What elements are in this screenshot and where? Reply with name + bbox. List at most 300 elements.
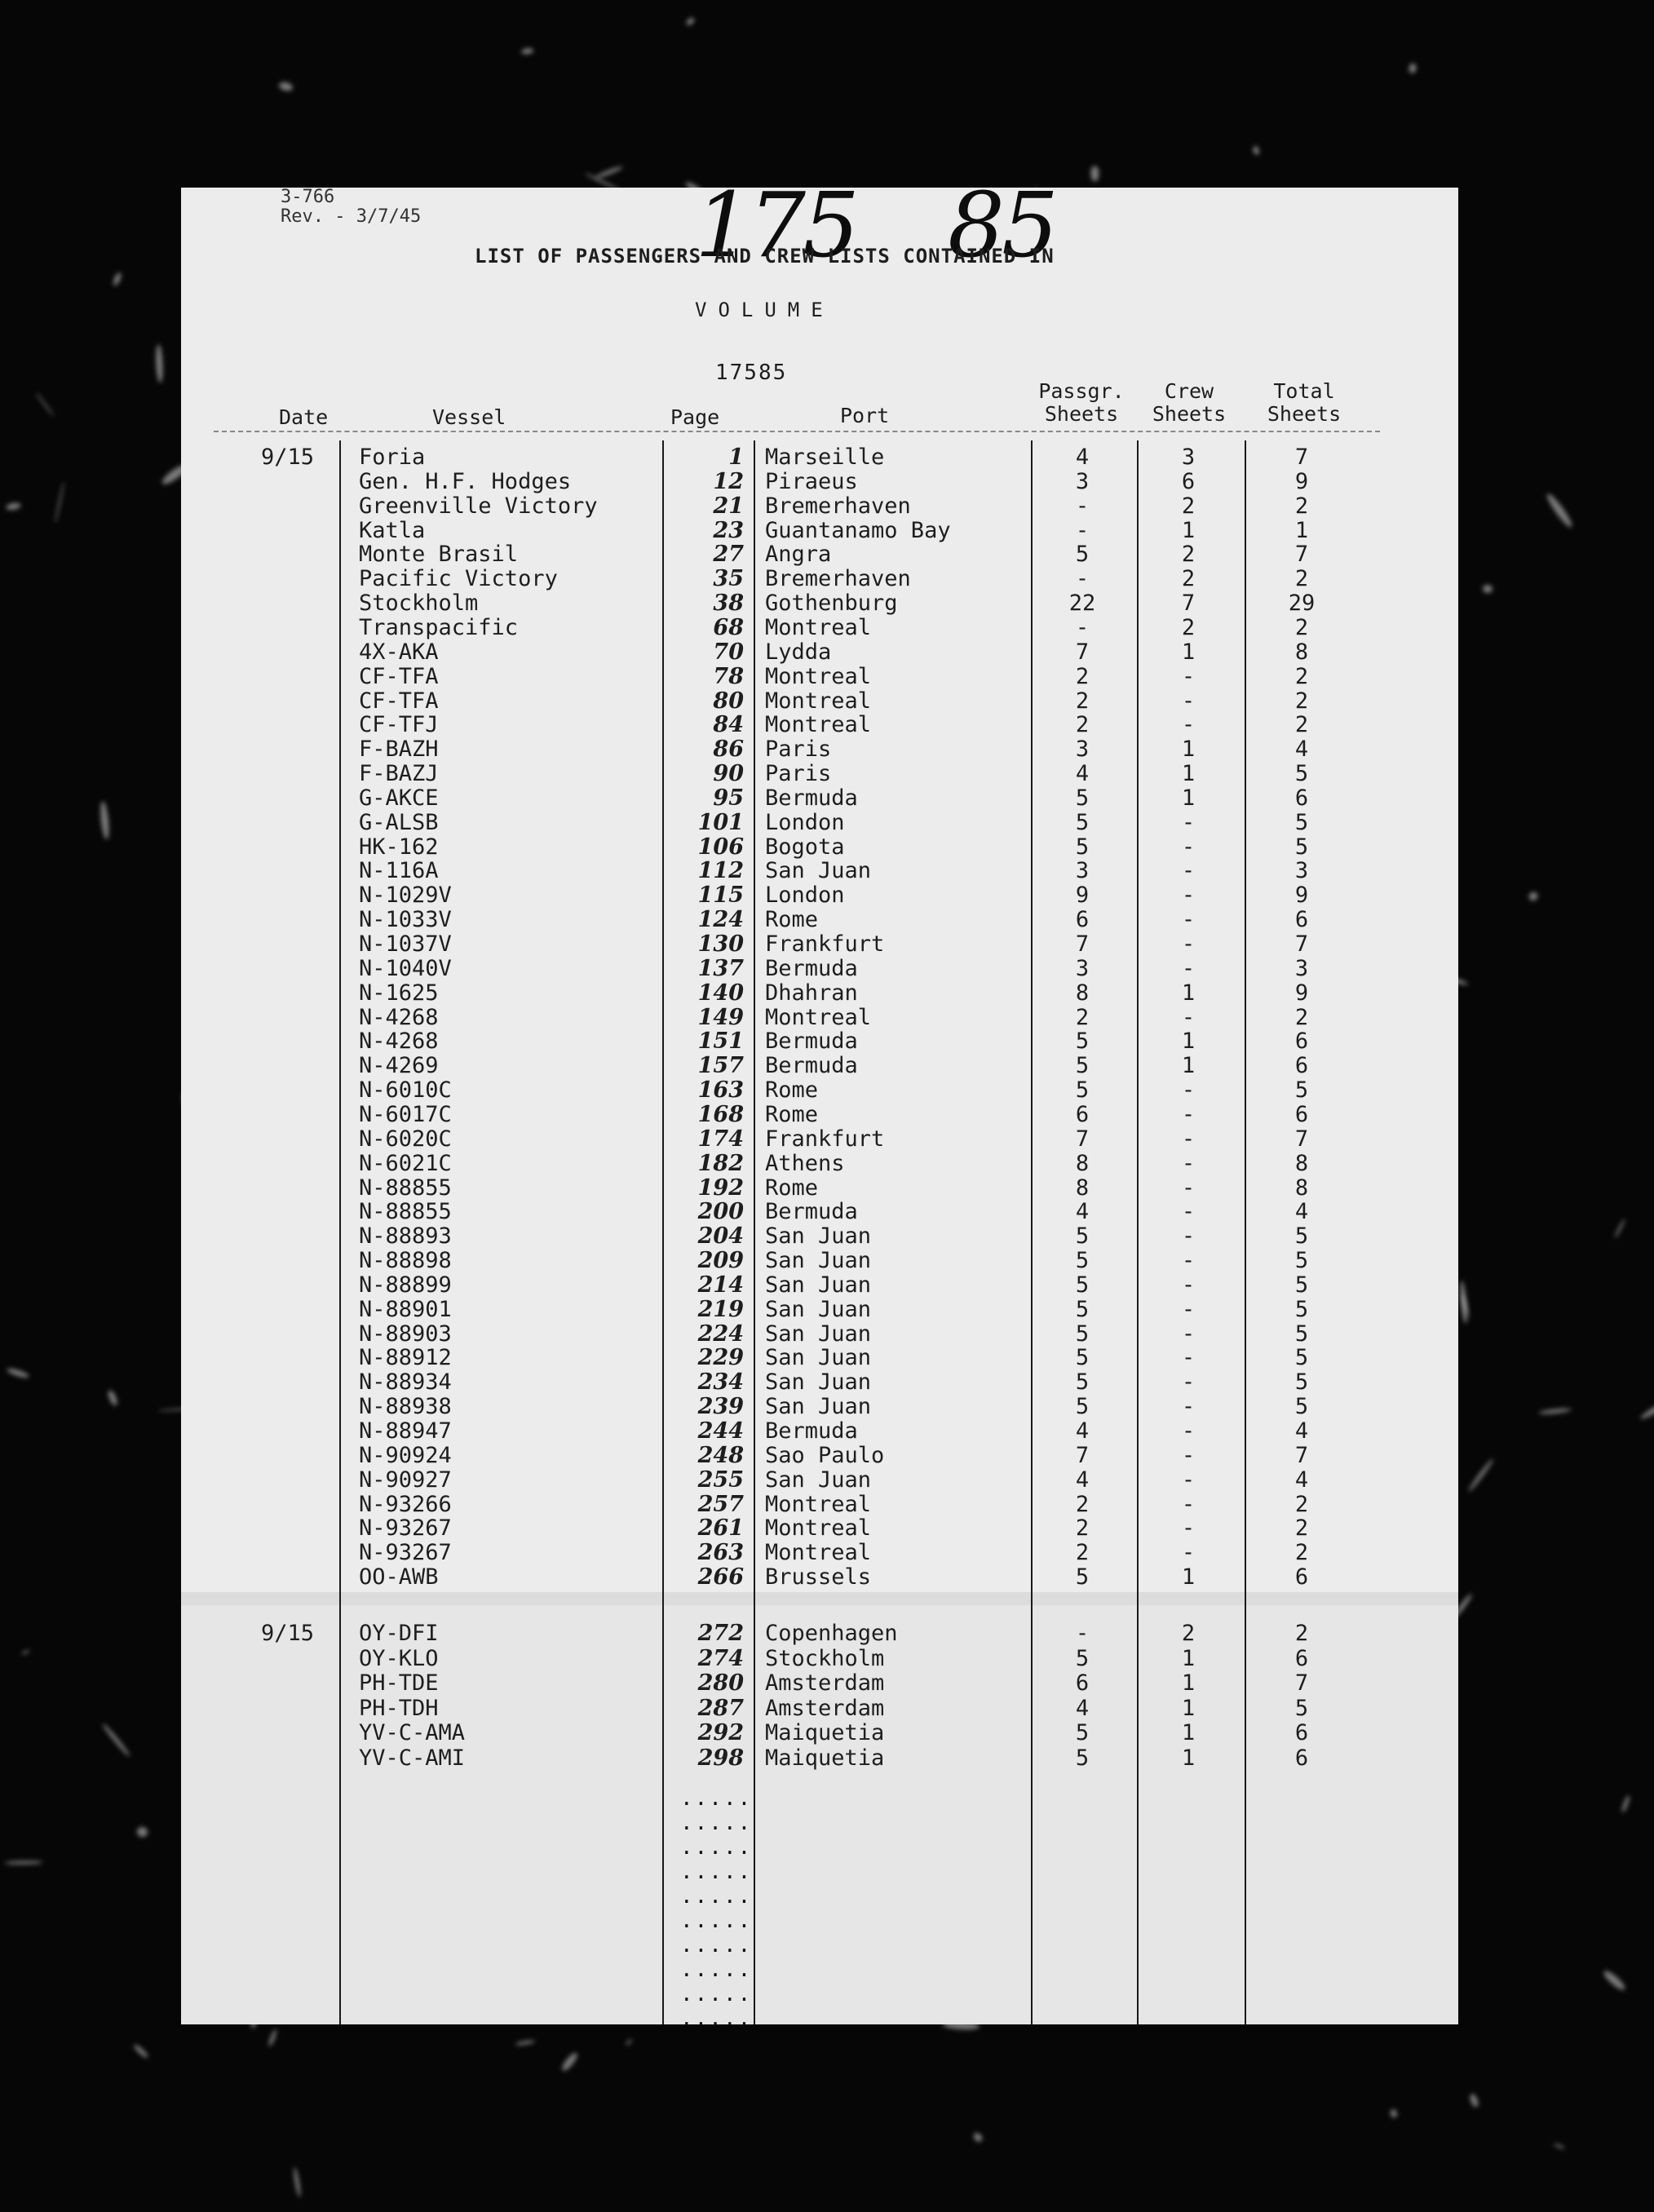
row-passenger-sheets: 2 (1075, 1004, 1090, 1030)
row-vessel: PH-TDE (359, 1670, 439, 1696)
marble-vein (268, 2028, 278, 2047)
row-total-sheets: 5 (1294, 809, 1309, 835)
header-date: Date (279, 405, 329, 429)
header-passenger-sheets-line1: Passgr. (1038, 379, 1125, 403)
row-crew-sheets: - (1181, 1101, 1196, 1127)
document-title: LIST OF PASSENGERS AND CREW LISTS CONTAINED IN (475, 245, 1055, 268)
row-passenger-sheets: - (1075, 517, 1090, 543)
table-row (181, 713, 1458, 737)
row-passenger-sheets: 8 (1075, 1150, 1090, 1176)
row-total-sheets: 2 (1294, 688, 1309, 714)
row-crew-sheets: - (1181, 688, 1196, 714)
row-total-sheets: 2 (1294, 1004, 1309, 1030)
sheet-overlap-band (181, 1592, 1458, 1605)
row-vessel: CF-TFA (359, 688, 439, 714)
row-port: London (765, 883, 845, 909)
row-vessel: F-BAZH (359, 737, 439, 763)
header-crew-sheets-line2: Sheets (1152, 402, 1227, 426)
row-page: 209 (697, 1248, 744, 1274)
row-vessel: N-1625 (359, 980, 439, 1006)
row-total-sheets: 5 (1294, 834, 1309, 860)
row-crew-sheets: 1 (1181, 1029, 1196, 1055)
row-passenger-sheets: 5 (1075, 1321, 1090, 1347)
row-passenger-sheets: - (1075, 566, 1090, 592)
form-number-block (281, 188, 421, 227)
row-crew-sheets: 3 (1181, 445, 1196, 470)
row-passenger-sheets: 5 (1075, 809, 1090, 835)
marble-vein (1528, 891, 1540, 902)
row-vessel: N-88912 (359, 1345, 452, 1371)
row-vessel: N-90927 (359, 1467, 452, 1493)
row-vessel: F-BAZJ (359, 761, 439, 787)
row-page: 163 (697, 1077, 744, 1104)
row-total-sheets: 2 (1294, 663, 1309, 689)
row-port: Bermuda (765, 1199, 858, 1225)
row-port: Angra (765, 542, 832, 568)
row-vessel: G-ALSB (359, 809, 439, 835)
table-row (181, 859, 1458, 883)
row-vessel: 4X-AKA (359, 639, 439, 665)
row-vessel: N-6021C (359, 1150, 452, 1176)
row-port: Bremerhaven (765, 493, 911, 519)
row-total-sheets: 9 (1294, 468, 1309, 494)
document-sheet (181, 173, 1458, 2031)
row-crew-sheets: - (1181, 1418, 1196, 1444)
row-total-sheets: 6 (1294, 1101, 1309, 1127)
handwritten-volume-part-1: 175 (695, 173, 856, 277)
marble-vein (595, 166, 623, 179)
table-row (181, 1516, 1458, 1540)
row-page: 204 (697, 1223, 744, 1250)
marble-vein (6, 1367, 29, 1379)
row-passenger-sheets: 4 (1075, 1199, 1090, 1225)
row-crew-sheets: 1 (1181, 785, 1196, 811)
row-crew-sheets: - (1181, 1467, 1196, 1493)
empty-page-dots: ..... (680, 1982, 753, 2006)
row-vessel: N-93267 (359, 1515, 452, 1542)
row-total-sheets: 6 (1294, 1029, 1309, 1055)
row-crew-sheets: - (1181, 1248, 1196, 1274)
table-row (181, 1565, 1458, 1589)
row-passenger-sheets: 5 (1075, 1345, 1090, 1371)
row-crew-sheets: 1 (1181, 639, 1196, 665)
row-passenger-sheets: 3 (1075, 955, 1090, 981)
row-total-sheets: 4 (1294, 1467, 1309, 1493)
header-rule (214, 431, 1380, 432)
row-crew-sheets: - (1181, 1394, 1196, 1420)
row-total-sheets: 7 (1294, 1670, 1309, 1696)
handwritten-volume-part-2: 85 (948, 173, 1055, 277)
row-page: 219 (697, 1296, 744, 1322)
table-row (181, 1444, 1458, 1467)
table-row (181, 640, 1458, 664)
row-passenger-sheets: 5 (1075, 1394, 1090, 1420)
row-passenger-sheets: 7 (1075, 1442, 1090, 1468)
row-port: Copenhagen (765, 1621, 898, 1646)
empty-page-dots: ..... (680, 1909, 753, 1933)
row-port: Bermuda (765, 785, 858, 811)
table-row (181, 1370, 1458, 1394)
row-crew-sheets: 6 (1181, 468, 1196, 494)
row-port: San Juan (765, 1345, 872, 1371)
row-port: Brussels (765, 1564, 872, 1590)
row-crew-sheets: 1 (1181, 517, 1196, 543)
table-row (181, 1395, 1458, 1418)
row-page: 12 (713, 468, 744, 494)
row-page: 168 (697, 1101, 744, 1127)
row-port: Frankfurt (765, 931, 885, 957)
row-page: 23 (713, 517, 744, 543)
row-total-sheets: 29 (1288, 591, 1316, 617)
empty-page-dots: ..... (680, 1958, 753, 1982)
row-crew-sheets: - (1181, 663, 1196, 689)
header-port: Port (840, 404, 890, 427)
row-passenger-sheets: 2 (1075, 1540, 1090, 1566)
row-port: Montreal (765, 614, 872, 640)
row-passenger-sheets: 3 (1075, 858, 1090, 884)
row-vessel: N-1040V (359, 955, 452, 981)
row-passenger-sheets: 8 (1075, 980, 1090, 1006)
row-port: Bogota (765, 834, 845, 860)
row-page: 137 (697, 955, 744, 981)
row-vessel: Transpacific (359, 614, 519, 640)
marble-vein (292, 2167, 301, 2197)
row-crew-sheets: - (1181, 834, 1196, 860)
table-row (181, 1541, 1458, 1564)
row-vessel: Gen. H.F. Hodges (359, 468, 572, 494)
row-passenger-sheets: 2 (1075, 663, 1090, 689)
row-page: 261 (697, 1515, 744, 1542)
row-vessel: N-88903 (359, 1321, 452, 1347)
table-row (181, 1468, 1458, 1492)
empty-page-dots: ..... (680, 1835, 753, 1860)
table-row (181, 957, 1458, 980)
row-crew-sheets: - (1181, 1540, 1196, 1566)
marble-vein (133, 2043, 149, 2059)
row-page: 27 (713, 542, 744, 568)
header-crew-sheets (1145, 380, 1233, 426)
table-row (181, 1419, 1458, 1443)
marble-vein (55, 481, 65, 523)
row-crew-sheets: 1 (1181, 737, 1196, 763)
marble-vein (1459, 1281, 1469, 1324)
marble-vein (1390, 2108, 1399, 2118)
row-crew-sheets: - (1181, 1345, 1196, 1371)
row-passenger-sheets: - (1075, 493, 1090, 519)
row-total-sheets: 5 (1294, 1223, 1309, 1250)
table-row (181, 1006, 1458, 1029)
table-row (181, 981, 1458, 1005)
row-vessel: HK-162 (359, 834, 439, 860)
empty-page-dots: ..... (680, 1884, 753, 1909)
row-crew-sheets: - (1181, 907, 1196, 933)
row-vessel: N-93266 (359, 1491, 452, 1517)
row-total-sheets: 5 (1294, 1345, 1309, 1371)
row-vessel: N-88934 (359, 1369, 452, 1396)
row-page: 106 (697, 834, 744, 860)
row-total-sheets: 5 (1294, 1272, 1309, 1298)
table-row (181, 494, 1458, 518)
row-date: 9/15 (261, 445, 315, 470)
row-port: Bremerhaven (765, 566, 911, 592)
row-port: Montreal (765, 1515, 872, 1542)
marble-vein (1091, 166, 1099, 181)
row-page: 78 (713, 663, 744, 689)
table-row (181, 445, 1458, 469)
table-row (181, 1493, 1458, 1516)
row-crew-sheets: - (1181, 1126, 1196, 1152)
row-vessel: N-88893 (359, 1223, 452, 1250)
row-vessel: OY-DFI (359, 1621, 439, 1646)
table-row (181, 1249, 1458, 1272)
row-page: 214 (697, 1272, 744, 1298)
row-page: 292 (697, 1720, 744, 1745)
row-port: Maiquetia (765, 1745, 885, 1771)
row-page: 200 (697, 1199, 744, 1225)
marble-vein (1538, 1408, 1571, 1415)
row-port: Paris (765, 761, 832, 787)
row-passenger-sheets: 3 (1075, 737, 1090, 763)
row-passenger-sheets: 2 (1075, 1491, 1090, 1517)
row-passenger-sheets: 5 (1075, 1029, 1090, 1055)
row-vessel: N-6010C (359, 1077, 452, 1104)
table-row (181, 1103, 1458, 1126)
table-row (181, 1721, 1458, 1745)
row-vessel: N-88855 (359, 1175, 452, 1201)
table-row (181, 1746, 1458, 1770)
table-row (181, 932, 1458, 956)
table-row (181, 908, 1458, 931)
row-total-sheets: 5 (1294, 1077, 1309, 1104)
row-crew-sheets: - (1181, 1077, 1196, 1104)
row-page: 272 (697, 1621, 744, 1646)
row-crew-sheets: - (1181, 809, 1196, 835)
marble-vein (5, 502, 21, 511)
row-vessel: N-6017C (359, 1101, 452, 1127)
row-vessel: CF-TFJ (359, 712, 439, 738)
row-total-sheets: 2 (1294, 1621, 1309, 1646)
row-total-sheets: 9 (1294, 980, 1309, 1006)
row-port: London (765, 809, 845, 835)
table-row (181, 1224, 1458, 1248)
header-total-sheets (1256, 380, 1352, 426)
table-row (181, 1298, 1458, 1321)
empty-page-placeholders (680, 1786, 753, 2031)
row-port: Rome (765, 1077, 819, 1104)
row-vessel: Katla (359, 517, 426, 543)
row-page: 257 (697, 1491, 744, 1517)
row-port: San Juan (765, 1369, 872, 1396)
row-total-sheets: 2 (1294, 566, 1309, 592)
row-total-sheets: 4 (1294, 1199, 1309, 1225)
empty-page-dots: ..... (680, 1811, 753, 1835)
table-row (181, 762, 1458, 785)
table-row (181, 1078, 1458, 1102)
row-total-sheets: 7 (1294, 1126, 1309, 1152)
row-passenger-sheets: 5 (1075, 1369, 1090, 1396)
row-crew-sheets: - (1181, 1321, 1196, 1347)
row-port: Maiquetia (765, 1720, 885, 1745)
row-vessel: N-4269 (359, 1053, 439, 1079)
row-port: Lydda (765, 639, 832, 665)
row-total-sheets: 8 (1294, 1150, 1309, 1176)
row-total-sheets: 2 (1294, 712, 1309, 738)
row-port: Amsterdam (765, 1670, 885, 1696)
form-revision: Rev. - 3/7/45 (281, 206, 422, 227)
row-total-sheets: 3 (1294, 858, 1309, 884)
row-total-sheets: 9 (1294, 883, 1309, 909)
table-row (181, 689, 1458, 713)
marble-vein (5, 1861, 42, 1865)
row-crew-sheets: 2 (1181, 493, 1196, 519)
row-total-sheets: 6 (1294, 1720, 1309, 1745)
row-crew-sheets: 1 (1181, 1745, 1196, 1771)
row-vessel: N-6020C (359, 1126, 452, 1152)
marble-vein (1409, 63, 1417, 73)
header-passenger-sheets (1034, 380, 1129, 426)
row-port: Montreal (765, 712, 872, 738)
table-row (181, 567, 1458, 591)
row-crew-sheets: - (1181, 712, 1196, 738)
row-total-sheets: 2 (1294, 1540, 1309, 1566)
row-vessel: N-88898 (359, 1248, 452, 1274)
row-page: 90 (713, 761, 744, 787)
row-vessel: N-90924 (359, 1442, 452, 1468)
row-vessel: Monte Brasil (359, 542, 519, 568)
marble-vein (625, 2038, 633, 2046)
marble-vein (1253, 145, 1261, 155)
row-total-sheets: 5 (1294, 1369, 1309, 1396)
marble-vein (278, 81, 294, 92)
row-page: 248 (697, 1442, 744, 1468)
row-page: 266 (697, 1564, 744, 1590)
row-total-sheets: 4 (1294, 737, 1309, 763)
row-port: Rome (765, 1175, 819, 1201)
row-total-sheets: 6 (1294, 1645, 1309, 1671)
row-vessel: N-88855 (359, 1199, 452, 1225)
row-passenger-sheets: 4 (1075, 1695, 1090, 1721)
row-page: 280 (697, 1670, 744, 1696)
row-port: Montreal (765, 1491, 872, 1517)
table-row (181, 1671, 1458, 1695)
table-row (181, 883, 1458, 907)
marble-vein (559, 2051, 579, 2073)
row-page: 149 (697, 1004, 744, 1030)
row-port: Piraeus (765, 468, 858, 494)
row-total-sheets: 2 (1294, 1515, 1309, 1542)
row-total-sheets: 6 (1294, 785, 1309, 811)
row-passenger-sheets: 5 (1075, 1564, 1090, 1590)
table-row (181, 811, 1458, 834)
row-total-sheets: 3 (1294, 955, 1309, 981)
row-crew-sheets: - (1181, 1515, 1196, 1542)
table-row (181, 1127, 1458, 1151)
row-crew-sheets: - (1181, 1272, 1196, 1298)
row-total-sheets: 5 (1294, 1394, 1309, 1420)
marble-vein (1482, 585, 1492, 594)
table-row (181, 1152, 1458, 1175)
table-row (181, 1322, 1458, 1346)
row-port: Gothenburg (765, 591, 898, 617)
row-port: San Juan (765, 1223, 872, 1250)
table-row (181, 1200, 1458, 1223)
row-crew-sheets: - (1181, 955, 1196, 981)
row-vessel: Stockholm (359, 591, 479, 617)
table-row (181, 1647, 1458, 1670)
row-page: 174 (697, 1126, 744, 1152)
table-row (181, 519, 1458, 542)
table-row (181, 1346, 1458, 1369)
row-crew-sheets: - (1181, 1491, 1196, 1517)
row-crew-sheets: - (1181, 1369, 1196, 1396)
row-passenger-sheets: 5 (1075, 1720, 1090, 1745)
row-page: 101 (697, 809, 744, 835)
row-passenger-sheets: 5 (1075, 1223, 1090, 1250)
row-vessel: N-116A (359, 858, 439, 884)
row-passenger-sheets: 7 (1075, 639, 1090, 665)
row-total-sheets: 4 (1294, 1418, 1309, 1444)
empty-page-dots: ..... (680, 1933, 753, 1958)
row-page: 140 (697, 980, 744, 1006)
row-passenger-sheets: 5 (1075, 1272, 1090, 1298)
header-passenger-sheets-line2: Sheets (1044, 402, 1119, 426)
row-port: Rome (765, 1101, 819, 1127)
marble-vein (112, 272, 122, 287)
row-page: 86 (713, 737, 744, 763)
marble-vein (1468, 2093, 1479, 2108)
row-passenger-sheets: 6 (1075, 1670, 1090, 1696)
marble-vein (1554, 2143, 1565, 2150)
row-vessel: N-4268 (359, 1029, 439, 1055)
row-total-sheets: 2 (1294, 614, 1309, 640)
row-date: 9/15 (261, 1621, 315, 1646)
row-crew-sheets: 1 (1181, 980, 1196, 1006)
marble-vein (102, 1723, 131, 1757)
marble-vein (520, 47, 533, 55)
row-page: 70 (713, 639, 744, 665)
row-vessel: N-1037V (359, 931, 452, 957)
row-crew-sheets: 7 (1181, 591, 1196, 617)
row-total-sheets: 6 (1294, 1053, 1309, 1079)
marble-vein (35, 392, 54, 417)
row-page: 68 (713, 614, 744, 640)
row-vessel: OY-KLO (359, 1645, 439, 1671)
row-page: 157 (697, 1053, 744, 1079)
row-passenger-sheets: 4 (1075, 1467, 1090, 1493)
row-vessel: N-88901 (359, 1296, 452, 1322)
row-vessel: N-88899 (359, 1272, 452, 1298)
row-passenger-sheets: 4 (1075, 1418, 1090, 1444)
table-row (181, 1029, 1458, 1053)
row-port: Dhahran (765, 980, 858, 1006)
marble-vein (106, 1389, 118, 1407)
row-crew-sheets: - (1181, 1223, 1196, 1250)
row-page: 1 (728, 445, 744, 470)
table-row (181, 835, 1458, 859)
table-row (181, 665, 1458, 688)
row-passenger-sheets: 9 (1075, 883, 1090, 909)
row-port: Amsterdam (765, 1695, 885, 1721)
row-passenger-sheets: 6 (1075, 1101, 1090, 1127)
marble-vein (685, 16, 696, 27)
table-row (181, 470, 1458, 493)
row-port: Montreal (765, 1004, 872, 1030)
form-number: 3-766 (281, 187, 335, 207)
row-vessel: N-1033V (359, 907, 452, 933)
row-crew-sheets: 1 (1181, 1564, 1196, 1590)
row-passenger-sheets: - (1075, 614, 1090, 640)
row-total-sheets: 7 (1294, 542, 1309, 568)
